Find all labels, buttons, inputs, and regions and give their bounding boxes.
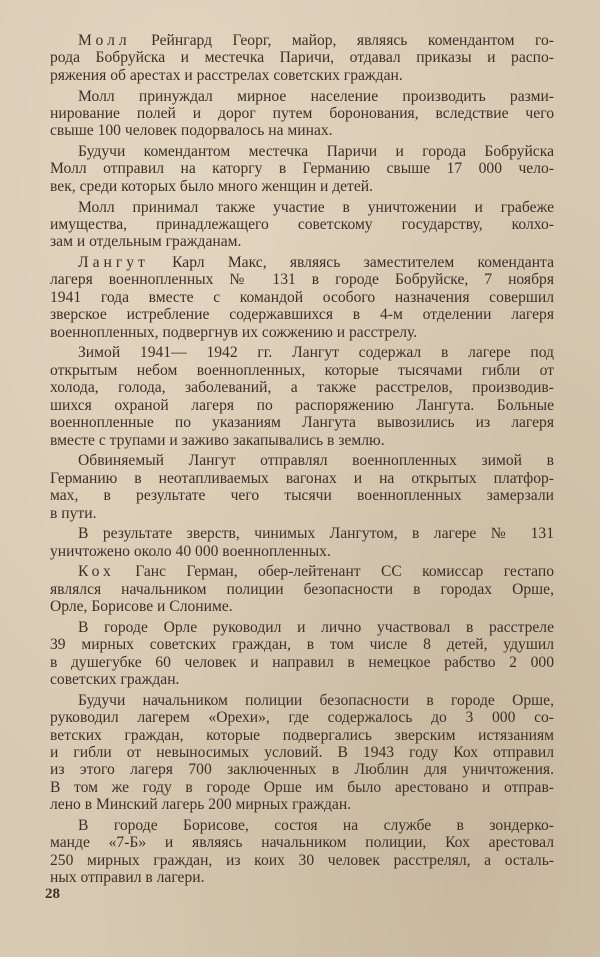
line-text: Германию в неотапливаемых вагонах и на открытых платфор- (50, 469, 554, 487)
line-text: Молл принуждал мирное население производить разми- (78, 87, 554, 105)
paragraph (50, 619, 554, 689)
text-line (50, 487, 554, 504)
paragraph (50, 32, 554, 84)
line-text: и гибли от невыносимых условий. В 1943 году Кох отправил (50, 743, 554, 761)
line-text: В городе Борисове, состоя на службе в зондерко- (78, 816, 554, 834)
line-text: рода Бобруйска и местечка Паричи, отдавал приказы и распо- (50, 49, 554, 67)
line-text: Орле, Борисове и Слониме. (50, 598, 233, 616)
spaced-surname: Кох (78, 563, 115, 581)
line-text: Молл принимал также участие в уничтожении и грабеже (78, 198, 554, 216)
paragraph (50, 88, 554, 140)
text-line (50, 525, 554, 542)
text-line (50, 452, 554, 469)
text-line (50, 761, 554, 778)
line-text: Будучи комендантом местечка Паричи и города Бобруйска (78, 143, 554, 160)
line-text: ряжения об арестах и расстрелах советских граждан. (50, 66, 403, 84)
paragraph (50, 817, 554, 887)
text-line (50, 796, 554, 813)
text-line (50, 852, 554, 869)
text-line (50, 779, 554, 796)
line-text: руководил лагерем «Орехи», где содержалось до 3 000 со- (50, 709, 554, 727)
text-line (50, 817, 554, 834)
text-line (50, 289, 554, 306)
line-text: советских граждан. (50, 671, 180, 688)
line-text: свыше 100 человек подорвалось на минах. (50, 122, 333, 140)
text-line (50, 470, 554, 487)
line-text: имущества, принадлежащего советскому государству, колхо- (50, 215, 554, 233)
line-text: манде «7-Б» и являясь начальником полиции, Кох арестовал (50, 834, 554, 852)
line-text: нирование полей и дорог путем боронования, вследствие чего (50, 104, 554, 122)
text-line (50, 233, 554, 250)
text-line (50, 324, 554, 341)
text-line (50, 49, 554, 66)
line-text: военнопленные по указаниям Лангута вывозились из лагеря (50, 414, 554, 432)
text-line (50, 869, 554, 886)
line-text: Рейнгард Георг, майор, являясь комендантом го- (151, 32, 554, 49)
paragraph (50, 143, 554, 195)
line-text: Зимой 1941— 1942 гг. Лангут содержал в лагере под (78, 344, 554, 362)
text-line (50, 619, 554, 636)
text-line (50, 834, 554, 851)
line-text: В городе Орле руководил и лично участвовал в расстреле (78, 618, 554, 636)
paragraph (50, 563, 554, 615)
line-text: 250 мирных граждан, из коих 30 человек расстрелял, а осталь- (50, 851, 554, 869)
text-line (50, 122, 554, 139)
text-line (50, 160, 554, 177)
line-text: ных отправил в лагери. (50, 869, 205, 887)
line-text: лено в Минский лагерь 200 мирных граждан. (50, 796, 352, 814)
spaced-surname: Лангут (78, 254, 149, 271)
line-text: вместе с трупами и заживо закапывались в землю. (50, 431, 385, 449)
line-text: Карл Макс, являясь заместителем коменданта (172, 254, 554, 271)
paragraph (50, 452, 554, 522)
text-line (50, 727, 554, 744)
line-text: Ганс Герман, обер-лейтенант СС комиссар гестапо (135, 563, 554, 581)
document-body (50, 32, 554, 887)
line-text: лагеря военнопленных № 131 в городе Бобруйске, 7 ноября (50, 271, 554, 289)
paragraph (50, 692, 554, 814)
line-text: Обвиняемый Лангут отправлял военнопленных зимой в (78, 452, 554, 470)
paragraph (50, 525, 554, 560)
page-number: 28 (45, 886, 60, 902)
text-line (50, 397, 554, 414)
text-line (50, 362, 554, 379)
text-line (50, 709, 554, 726)
line-text: В результате зверств, чинимых Лангутом, в лагере № 131 (78, 525, 554, 543)
text-line (50, 143, 554, 160)
text-line (50, 636, 554, 653)
line-text: шихся охраной лагеря по распоряжению Лангута. Больные (50, 396, 554, 414)
line-text: зверское истребление содержавшихся в 4-м отделении лагеря (50, 306, 554, 324)
spaced-surname: Молл (78, 32, 131, 49)
text-line (50, 216, 554, 233)
text-line (50, 32, 554, 49)
text-line (50, 199, 554, 216)
paragraph (50, 344, 554, 449)
text-line (50, 254, 554, 271)
line-text: уничтожено около 40 000 военнопленных. (50, 542, 331, 560)
text-line (50, 379, 554, 396)
line-text: век, среди которых было много женщин и детей. (50, 177, 374, 195)
line-text: 39 мирных советских граждан, в том числе 8 детей, удушил (50, 636, 554, 654)
text-line (50, 581, 554, 598)
line-text: являлся начальником полиции безопасности в городах Орше, (50, 580, 554, 598)
text-line (50, 543, 554, 560)
line-text: 1941 года вместе с командой особого назначения совершил (50, 288, 554, 306)
text-line (50, 344, 554, 361)
text-line (50, 692, 554, 709)
text-line (50, 306, 554, 323)
text-line (50, 598, 554, 615)
line-text: в пути. (50, 504, 97, 522)
paragraph (50, 199, 554, 251)
text-line (50, 744, 554, 761)
line-text: ветских граждан, которые подвергались зверским истязаниям (50, 726, 554, 744)
text-line (50, 563, 554, 580)
line-text: холода, голода, заболеваний, а также расстрелов, производив- (50, 379, 554, 397)
line-text: в душегубке 60 человек и направил в немецкое рабство 2 000 (50, 653, 554, 671)
text-line (50, 432, 554, 449)
text-line (50, 505, 554, 522)
text-line (50, 271, 554, 288)
text-line (50, 178, 554, 195)
line-text: Будучи начальником полиции безопасности в городе Орше, (78, 691, 554, 709)
text-line (50, 414, 554, 431)
line-text: из этого лагеря 700 заключенных в Люблин для уничтожения. (50, 761, 554, 779)
line-text: мах, в результате чего тысячи военнопленных замерзали (50, 487, 554, 505)
text-line (50, 67, 554, 84)
text-line (50, 88, 554, 105)
text-line (50, 671, 554, 688)
text-line (50, 654, 554, 671)
line-text: зам и отдельным гражданам. (50, 233, 242, 251)
line-text: военнопленных, подвергнув их сожжению и расстрелу. (50, 323, 418, 341)
line-text: Молл отправил на каторгу в Германию свыше 17 000 чело- (50, 160, 554, 178)
line-text: открытым небом военнопленных, которые тысячами гибли от (50, 361, 554, 379)
paragraph (50, 254, 554, 341)
text-line (50, 105, 554, 122)
line-text: В том же году в городе Орше им было арестовано и отправ- (50, 778, 554, 796)
